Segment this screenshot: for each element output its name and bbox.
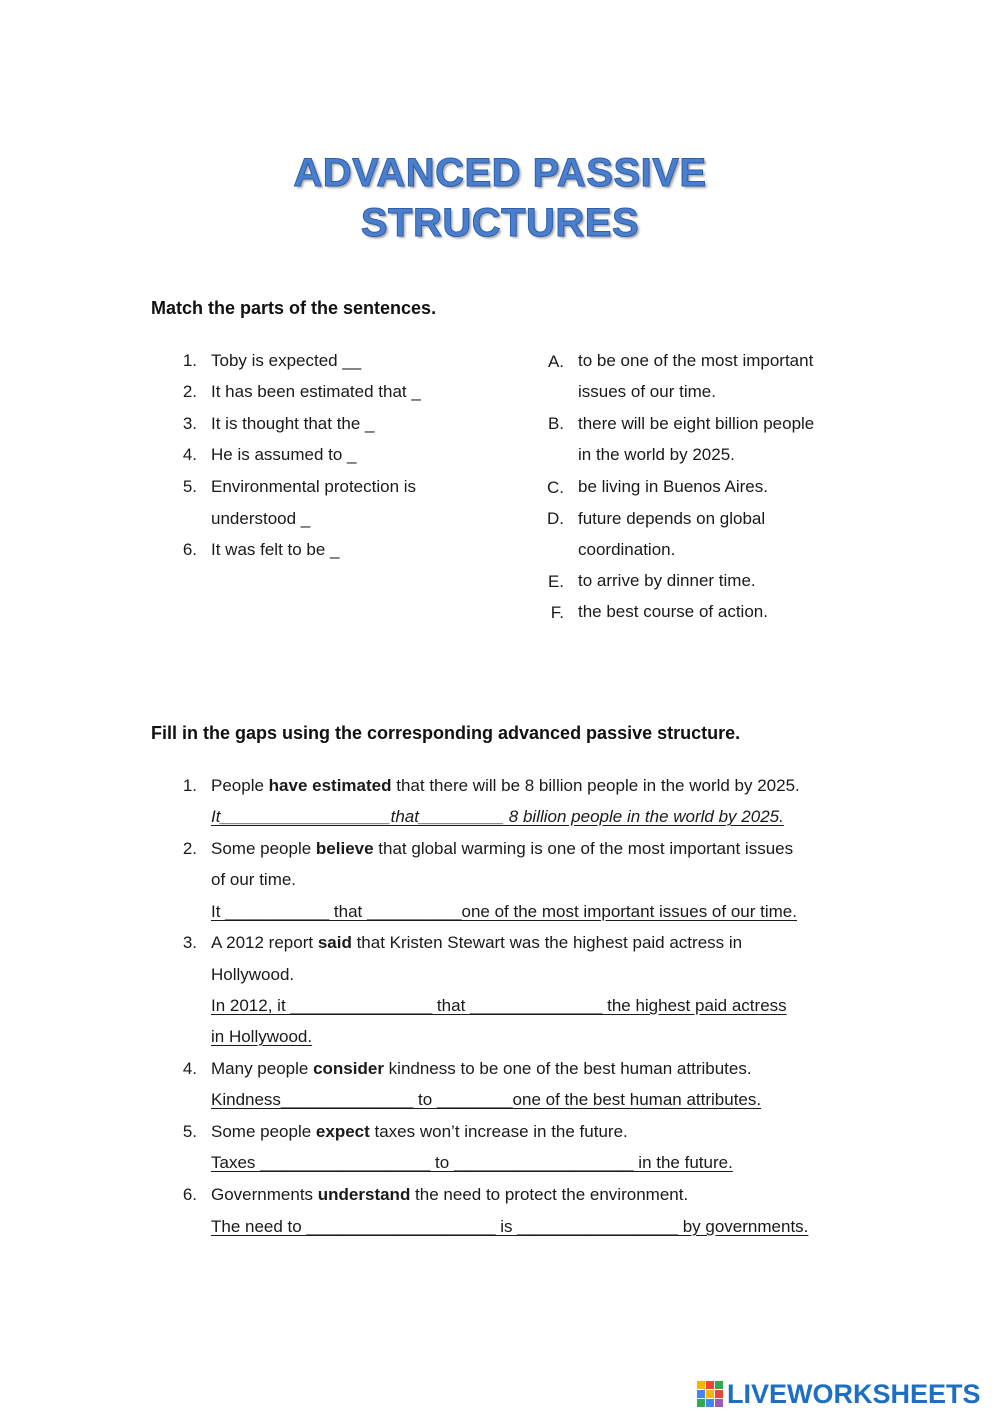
match-right-letter: E. — [547, 572, 564, 591]
match-right-item: future depends on global — [578, 509, 766, 528]
logo-block — [697, 1399, 705, 1407]
match-heading: Match the parts of the sentences. — [151, 298, 437, 318]
logo-block — [706, 1381, 714, 1389]
match-right-letter: D. — [547, 509, 564, 528]
fill-answer-line[interactable]: The need to ____________________ is _________________ by governments. — [211, 1217, 809, 1236]
fill-answer-line[interactable]: It ___________ that __________one of the most important issues of our time. — [211, 902, 797, 921]
fill-sentence: People have estimated that there will be 8 billion people in the world by 2025. — [211, 776, 800, 795]
fill-answer-line-continued[interactable]: in Hollywood. — [211, 1027, 313, 1046]
logo-block — [706, 1390, 714, 1398]
fill-answer-line[interactable]: Taxes __________________ to ___________________ in the future. — [211, 1153, 733, 1172]
logo-block — [706, 1399, 714, 1407]
match-right-item: there will be eight billion people — [578, 414, 815, 433]
logo-block — [715, 1381, 723, 1389]
match-right-item: to arrive by dinner time. — [578, 571, 756, 590]
match-right-item: to be one of the most important — [578, 351, 814, 370]
match-left-item: He is assumed to _ — [211, 445, 357, 464]
fill-keyword: consider — [313, 1059, 384, 1078]
match-right-item: the best course of action. — [578, 602, 768, 621]
match-right-item-continued: issues of our time. — [578, 382, 716, 401]
match-right-item: be living in Buenos Aires. — [578, 477, 768, 496]
fill-keyword: believe — [315, 839, 374, 858]
match-left-item: Environmental protection is — [211, 477, 417, 496]
fill-sentence: Some people expect taxes won’t increase in the future. — [211, 1122, 628, 1141]
fill-number: 5. — [182, 1122, 197, 1141]
match-right-letter: A. — [547, 352, 564, 371]
fill-heading: Fill in the gaps using the corresponding advanced passive structure. — [151, 723, 741, 743]
logo-block — [697, 1390, 705, 1398]
fill-number: 4. — [182, 1059, 197, 1078]
match-left-item: Toby is expected __ — [211, 351, 362, 370]
match-left-number: 5. — [182, 477, 197, 496]
fill-number: 6. — [182, 1185, 197, 1204]
fill-keyword: expect — [315, 1122, 370, 1141]
fill-sentence: A 2012 report said that Kristen Stewart was the highest paid actress in — [211, 933, 743, 952]
title-line-2: STRUCTURES — [360, 201, 640, 245]
logo-text: LIVEWORKSHEETS — [727, 1378, 981, 1409]
fill-sentence: Some people believe that global warming is one of the most important issues — [211, 839, 794, 858]
match-left-item: It is thought that the _ — [211, 414, 375, 433]
fill-number: 3. — [182, 933, 197, 952]
logo-block — [715, 1399, 723, 1407]
match-right-letter: F. — [550, 603, 564, 622]
fill-sentence: Governments understand the need to protect the environment. — [211, 1185, 689, 1204]
fill-keyword: said — [317, 933, 352, 952]
fill-answer-line[interactable]: Kindness______________ to ________one of the best human attributes. — [211, 1090, 762, 1109]
logo-blocks-icon — [697, 1381, 723, 1407]
match-left-item: It was felt to be _ — [211, 540, 340, 559]
fill-answer-line[interactable]: In 2012, it _______________ that ______________ the highest paid actress — [211, 996, 787, 1015]
fill-sentence: Many people consider kindness to be one of the best human attributes. — [211, 1059, 752, 1078]
match-left-number: 4. — [182, 445, 197, 464]
match-right-letter: B. — [547, 414, 564, 433]
page-title — [0, 148, 1000, 248]
match-left-number: 1. — [182, 351, 197, 370]
fill-number: 1. — [182, 776, 197, 795]
match-left-number: 3. — [182, 414, 197, 433]
match-left-number: 2. — [182, 382, 197, 401]
liveworksheets-logo[interactable] — [697, 1378, 981, 1410]
fill-keyword: understand — [317, 1185, 411, 1204]
match-right-item-continued: in the world by 2025. — [578, 445, 735, 464]
fill-sentence-continued: of our time. — [211, 870, 297, 889]
match-left-item-continued: understood _ — [211, 509, 311, 528]
fill-number: 2. — [182, 839, 197, 858]
logo-block — [697, 1381, 705, 1389]
title-line-1: ADVANCED PASSIVE — [293, 151, 707, 195]
logo-block — [715, 1390, 723, 1398]
match-left-item: It has been estimated that _ — [211, 382, 421, 401]
fill-sentence-continued: Hollywood. — [211, 965, 295, 984]
match-left-number: 6. — [182, 540, 197, 559]
fill-answer-line[interactable]: It__________________that_________ 8 billion people in the world by 2025. — [211, 807, 784, 826]
match-right-item-continued: coordination. — [578, 540, 676, 559]
match-right-letter: C. — [547, 478, 564, 497]
fill-keyword: have estimated — [268, 776, 392, 795]
